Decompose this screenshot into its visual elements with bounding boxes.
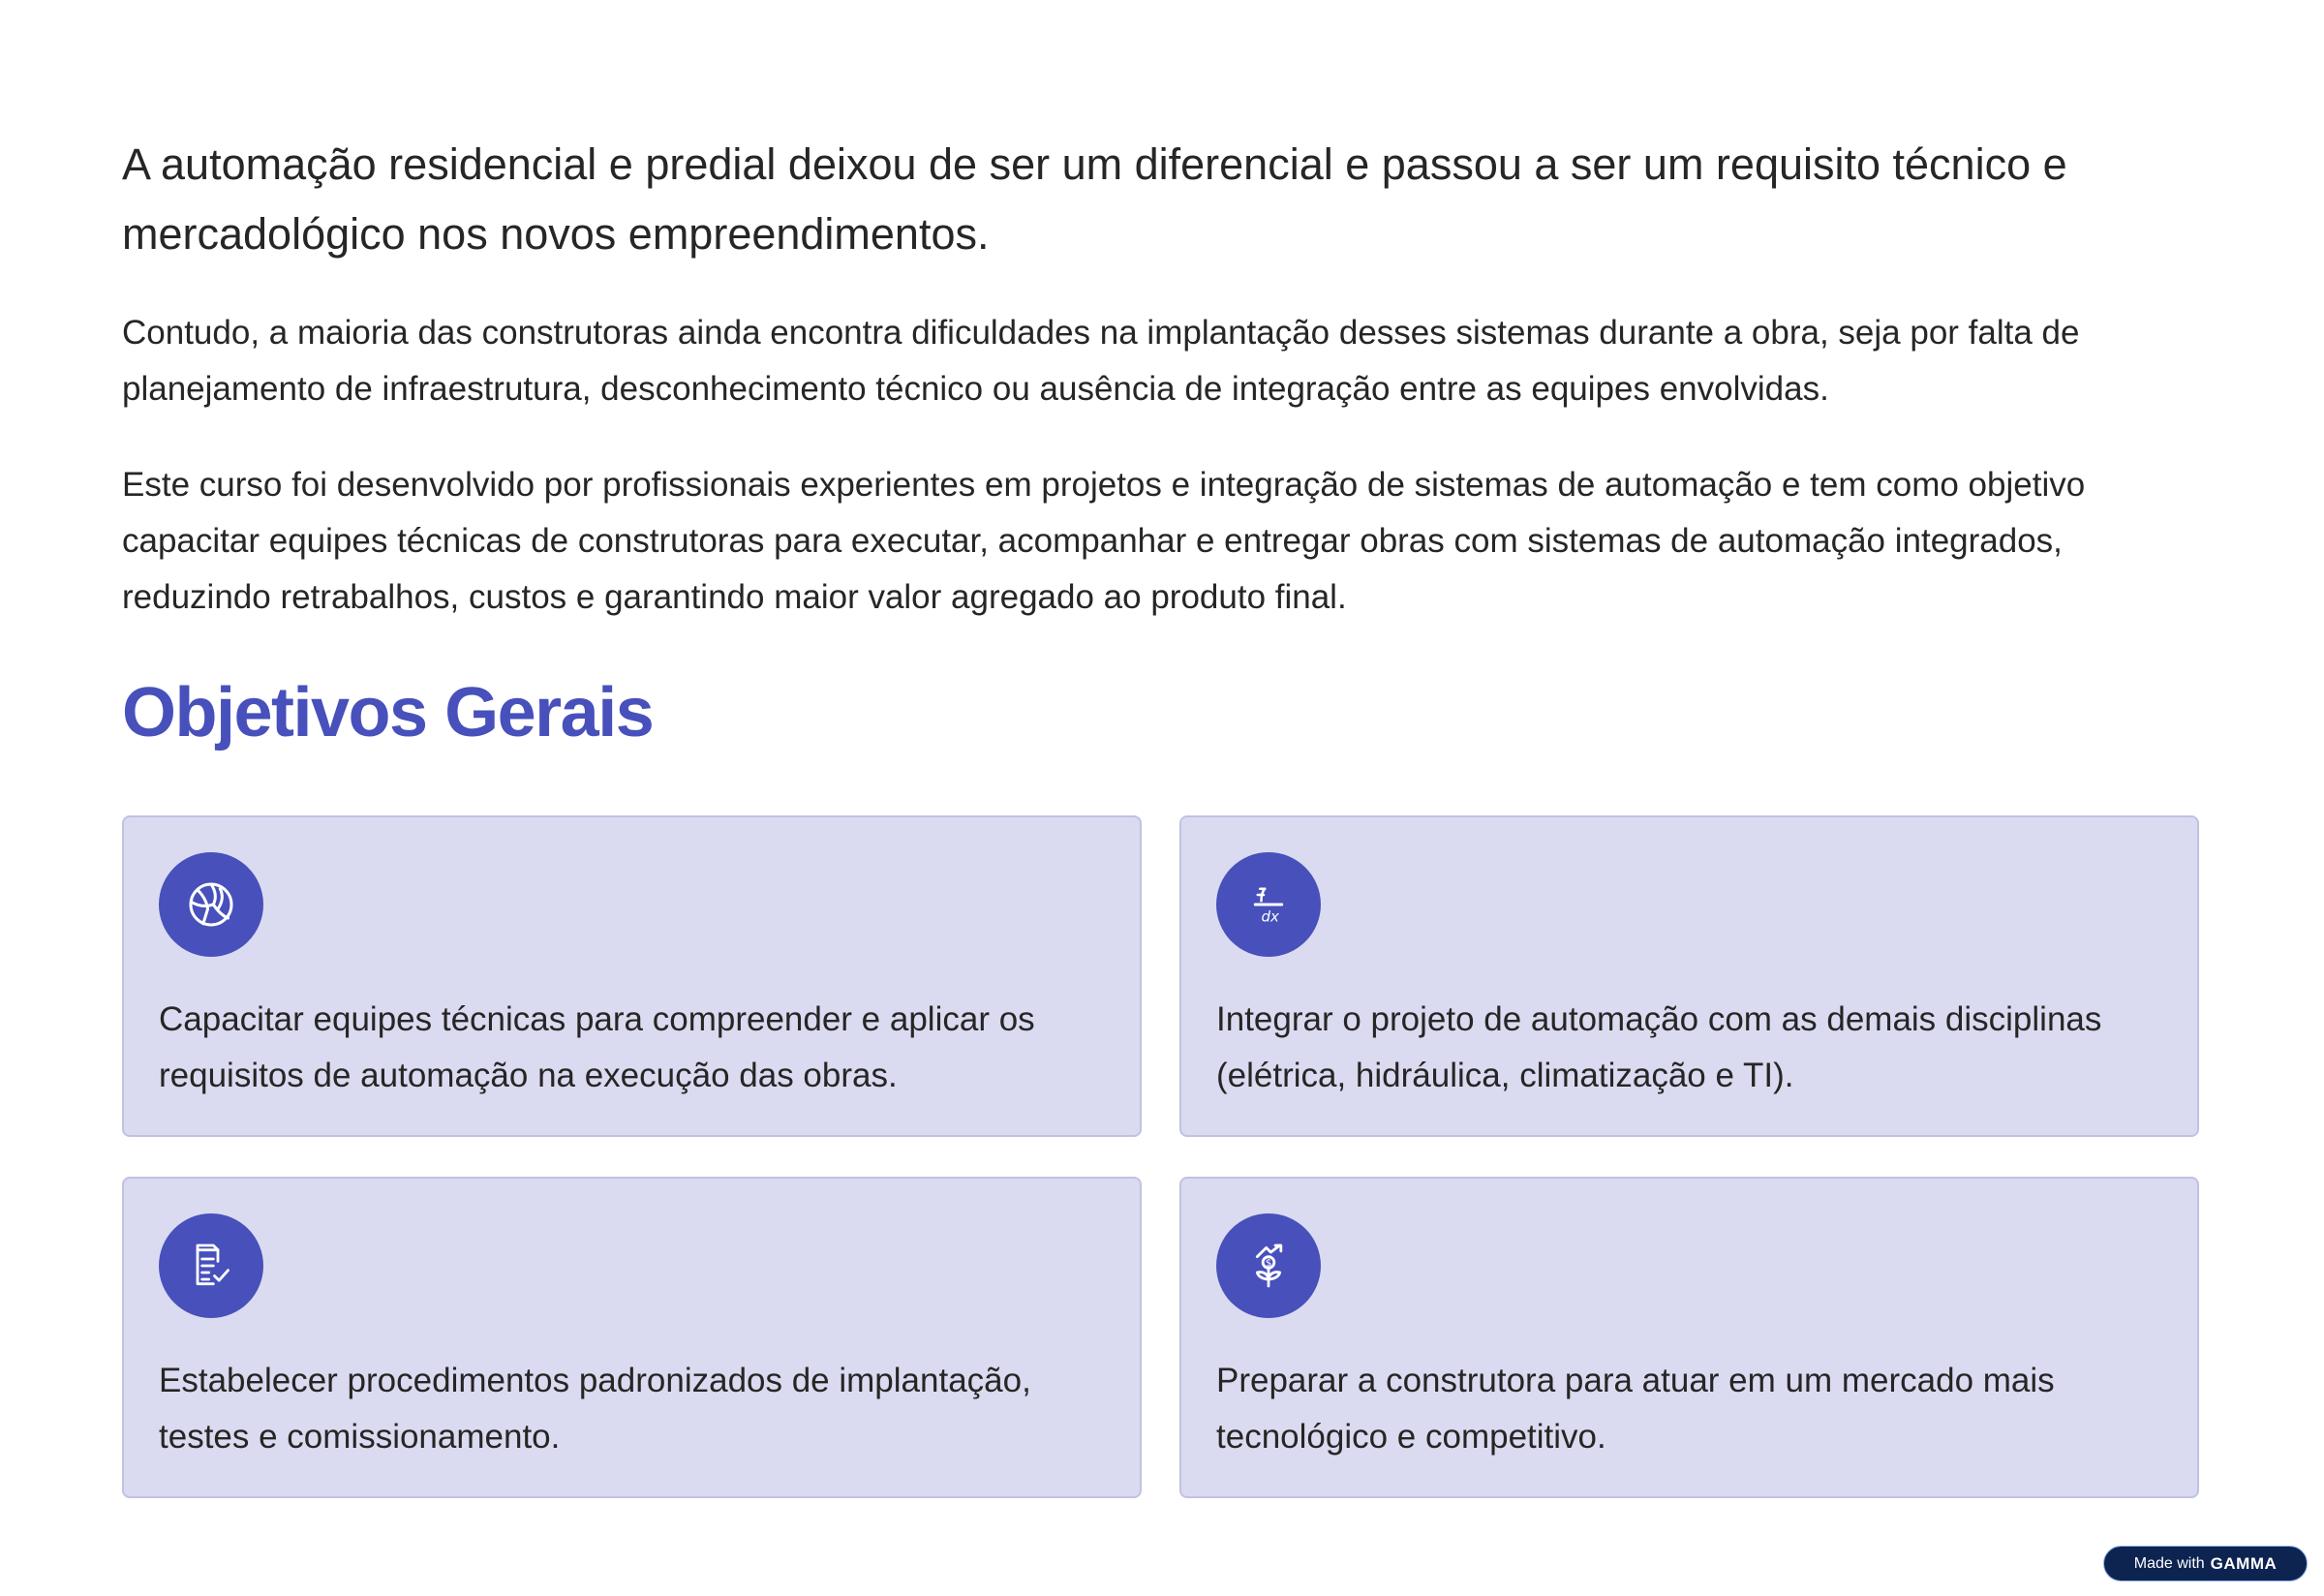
intro-lead: A automação residencial e predial deixou de ser um diferencial e passou a ser um requisito técnico e mercadológico nos novos empreendimentos. xyxy=(122,139,2067,259)
objective-text: Estabelecer procedimentos padronizados de implantação, testes e comissionamento. xyxy=(159,1362,1031,1456)
objective-card xyxy=(122,1177,1142,1498)
objective-card xyxy=(1179,1177,2199,1498)
volleyball-icon xyxy=(159,852,263,957)
intro-paragraph: Contudo, a maioria das construtoras ainda encontra dificuldades na implantação desses sistemas durante a obra, seja por falta de planejamento de infraestrutura, desconhecimento técnico ou ausência de integração entre as equipes envolvidas. xyxy=(122,314,2080,408)
checklist-document-icon xyxy=(159,1213,263,1318)
derivative-formula-icon xyxy=(1216,852,1321,957)
gamma-logo: GAMMA xyxy=(2210,1553,2278,1573)
section-title: Objetivos Gerais xyxy=(122,674,654,752)
intro-paragraph: Este curso foi desenvolvido por profissionais experientes em projetos e integração de sistemas de automação e tem como objetivo capacitar equipes técnicas de construtoras para executar, acompanhar e entregar obras com sistemas de automação integrados, reduzindo retrabalhos, custos e garantindo maior valor agregado ao produto final. xyxy=(122,466,2086,616)
money-growth-plant-icon xyxy=(1216,1213,1321,1318)
objective-text: Capacitar equipes técnicas para compreender e aplicar os requisitos de automação na execução das obras. xyxy=(159,1000,1035,1094)
made-with-gamma-badge[interactable] xyxy=(2103,1546,2308,1581)
objective-text: Integrar o projeto de automação com as demais disciplinas (elétrica, hidráulica, climatização e TI). xyxy=(1216,1000,2102,1094)
svg-text:$: $ xyxy=(1265,1257,1272,1270)
objective-card xyxy=(1179,815,2199,1137)
badge-prefix: Made with xyxy=(2133,1554,2205,1572)
objective-text: Preparar a construtora para atuar em um mercado mais tecnológico e competitivo. xyxy=(1216,1362,2055,1456)
objective-card xyxy=(122,815,1142,1137)
svg-text:dx: dx xyxy=(1261,907,1279,926)
